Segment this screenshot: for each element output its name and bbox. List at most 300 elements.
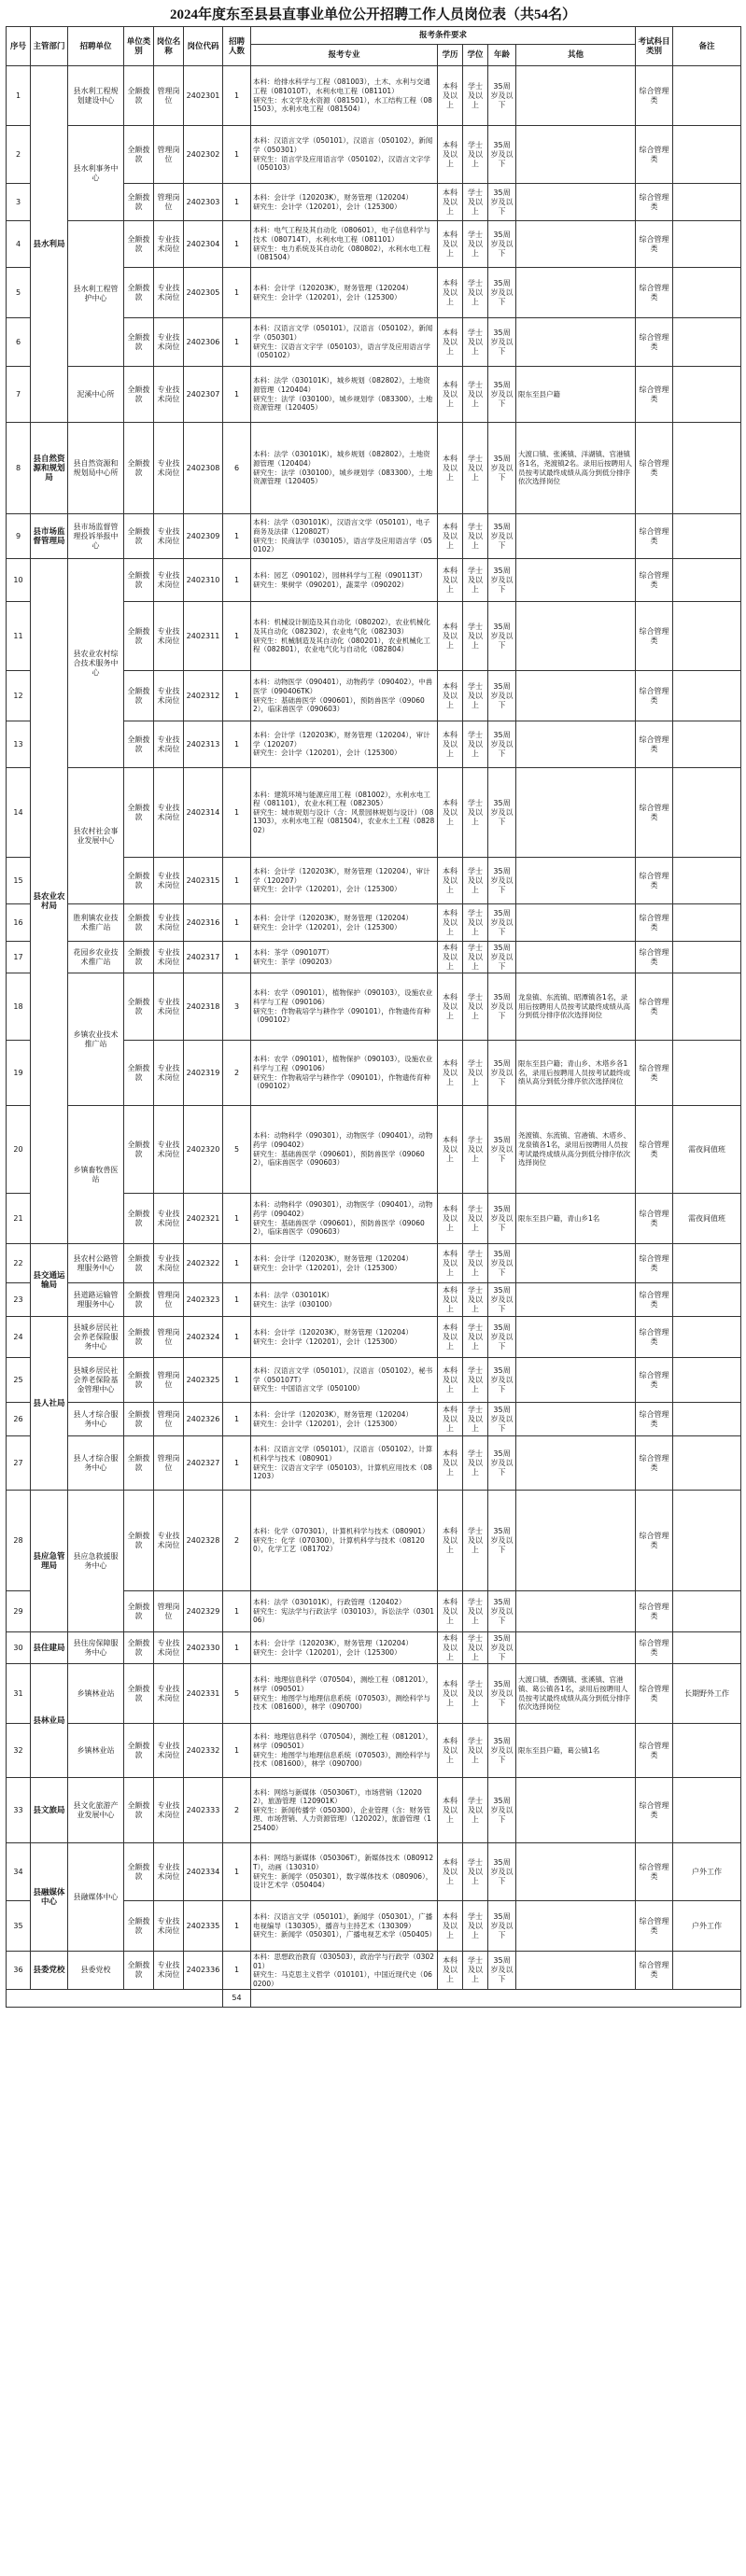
table-row (7, 367, 741, 423)
other-cell (516, 221, 636, 268)
unit-type-cell: 全额拨款 (124, 559, 154, 602)
major-cell: 本科：园艺（090102），园林科学与工程（090113T） 研究生：果树学（090201），蔬菜学（090202） (251, 559, 438, 602)
age-cell: 35周岁及以下 (488, 1403, 516, 1436)
degree-cell: 学士及以上 (463, 1724, 488, 1778)
dept-cell: 县水利局 (31, 66, 68, 423)
post-code-cell: 2402306 (184, 318, 223, 367)
header-exam: 考试科目类别 (636, 27, 673, 66)
unit-cell: 乡镇农业技术推广站 (68, 973, 124, 1106)
major-cell: 本科：化学（070301），计算机科学与技术（080901） 研究生：化学（070300），计算机科学与技术（081200），化学工艺（081702） (251, 1491, 438, 1591)
major-cell: 本科：会计学（120203K），财务管理（120204） 研究生：会计学（120201），会计（125300） (251, 1403, 438, 1436)
unit-cell: 乡镇畜牧兽医站 (68, 1106, 124, 1244)
post-name-cell: 专业技术岗位 (154, 1664, 184, 1724)
other-cell: 限东至县户籍，葛公镇1名 (516, 1724, 636, 1778)
header-count: 招聘人数 (223, 27, 251, 66)
degree-cell: 学士及以上 (463, 318, 488, 367)
seq-cell: 2 (7, 126, 31, 184)
count-cell: 1 (223, 66, 251, 126)
post-name-cell: 专业技术岗位 (154, 221, 184, 268)
exam-cell: 综合管理类 (636, 1194, 673, 1244)
seq-cell: 15 (7, 858, 31, 904)
major-cell: 本科：给排水科学与工程（081003），土木、水利与交通工程（081010T），水利水电工程（081101） 研究生：水文学及水资源（081501），水工结构工程（081503），水利水电工程（081504） (251, 66, 438, 126)
age-cell: 35周岁及以下 (488, 66, 516, 126)
other-cell: 龙泉镇、东流镇、昭潭镇各1名，录用后按聘用人员按考试最终成绩从高分到低分排序依次选择岗位 (516, 973, 636, 1041)
post-name-cell: 专业技术岗位 (154, 904, 184, 942)
post-name-cell: 专业技术岗位 (154, 858, 184, 904)
exam-cell: 综合管理类 (636, 1632, 673, 1664)
seq-cell: 18 (7, 973, 31, 1041)
unit-cell: 县农业农村综合技术服务中心 (68, 559, 124, 768)
seq-cell: 36 (7, 1952, 31, 1990)
other-cell (516, 1591, 636, 1632)
major-cell: 本科：茶学（090107T） 研究生：茶学（090203） (251, 942, 438, 973)
age-cell: 35周岁及以下 (488, 184, 516, 221)
unit-type-cell: 全额拨款 (124, 1403, 154, 1436)
other-cell: 限东至县户籍 (516, 367, 636, 423)
post-code-cell: 2402319 (184, 1041, 223, 1106)
exam-cell: 综合管理类 (636, 221, 673, 268)
other-cell (516, 66, 636, 126)
post-code-cell: 2402305 (184, 268, 223, 318)
age-cell: 35周岁及以下 (488, 973, 516, 1041)
post-code-cell: 2402304 (184, 221, 223, 268)
other-cell (516, 1283, 636, 1317)
count-cell: 1 (223, 942, 251, 973)
remark-cell (673, 559, 741, 602)
post-name-cell: 专业技术岗位 (154, 1724, 184, 1778)
exam-cell: 综合管理类 (636, 367, 673, 423)
post-code-cell: 2402328 (184, 1491, 223, 1591)
remark-cell: 长期野外工作 (673, 1664, 741, 1724)
post-code-cell: 2402335 (184, 1901, 223, 1952)
unit-cell: 县城乡居民社会养老保险基金管理中心 (68, 1358, 124, 1403)
count-cell: 1 (223, 221, 251, 268)
age-cell: 35周岁及以下 (488, 1901, 516, 1952)
unit-type-cell: 全额拨款 (124, 514, 154, 559)
seq-cell: 19 (7, 1041, 31, 1106)
post-code-cell: 2402303 (184, 184, 223, 221)
count-cell: 2 (223, 1041, 251, 1106)
exam-cell: 综合管理类 (636, 1244, 673, 1283)
count-cell: 1 (223, 184, 251, 221)
post-name-cell: 专业技术岗位 (154, 942, 184, 973)
post-code-cell: 2402327 (184, 1436, 223, 1491)
exam-cell: 综合管理类 (636, 1843, 673, 1901)
post-name-cell: 专业技术岗位 (154, 1843, 184, 1901)
unit-type-cell: 全额拨款 (124, 1632, 154, 1664)
table-row (7, 1491, 741, 1591)
count-cell: 1 (223, 671, 251, 721)
remark-cell (673, 1591, 741, 1632)
remark-cell (673, 973, 741, 1041)
post-code-cell: 2402333 (184, 1778, 223, 1843)
edu-cell: 本科及以上 (438, 1724, 463, 1778)
page-title: 2024年度东至县县直事业单位公开招聘工作人员岗位表（共54名） (169, 7, 576, 22)
post-name-cell: 专业技术岗位 (154, 559, 184, 602)
edu-cell: 本科及以上 (438, 559, 463, 602)
unit-type-cell: 全额拨款 (124, 367, 154, 423)
major-cell: 本科：汉语言文学（050101），汉语言（050102），计算机科学与技术（080901） 研究生：汉语言文字学（050103），计算机应用技术（081203） (251, 1436, 438, 1491)
remark-cell (673, 858, 741, 904)
table-body (7, 66, 741, 2008)
age-cell: 35周岁及以下 (488, 1724, 516, 1778)
post-name-cell: 专业技术岗位 (154, 768, 184, 858)
age-cell: 35周岁及以下 (488, 423, 516, 514)
age-cell: 35周岁及以下 (488, 1283, 516, 1317)
edu-cell: 本科及以上 (438, 1778, 463, 1843)
exam-cell: 综合管理类 (636, 1403, 673, 1436)
seq-cell: 14 (7, 768, 31, 858)
edu-cell: 本科及以上 (438, 1194, 463, 1244)
edu-cell: 本科及以上 (438, 1952, 463, 1990)
post-name-cell: 专业技术岗位 (154, 671, 184, 721)
edu-cell: 本科及以上 (438, 1041, 463, 1106)
post-code-cell: 2402317 (184, 942, 223, 973)
table-row (7, 514, 741, 559)
edu-cell: 本科及以上 (438, 1106, 463, 1194)
unit-type-cell: 全额拨款 (124, 423, 154, 514)
age-cell: 35周岁及以下 (488, 1244, 516, 1283)
count-cell: 1 (223, 268, 251, 318)
post-code-cell: 2402320 (184, 1106, 223, 1194)
post-code-cell: 2402308 (184, 423, 223, 514)
major-cell: 本科：法学（030101K），城乡规划（082802），土地资源管理（120404） 研究生：法学（030100），城乡规划学（083300），土地资源管理（120405） (251, 423, 438, 514)
exam-cell: 综合管理类 (636, 1283, 673, 1317)
unit-cell: 县市场监督管理投诉举报中心 (68, 514, 124, 559)
unit-type-cell: 全额拨款 (124, 1041, 154, 1106)
other-cell: 限东至县户籍，青山乡1名 (516, 1194, 636, 1244)
other-cell (516, 184, 636, 221)
unit-type-cell: 全额拨款 (124, 1244, 154, 1283)
unit-type-cell: 全额拨款 (124, 1843, 154, 1901)
header-major: 报考专业 (251, 45, 438, 66)
seq-cell: 4 (7, 221, 31, 268)
header-post-code: 岗位代码 (184, 27, 223, 66)
exam-cell: 综合管理类 (636, 514, 673, 559)
degree-cell: 学士及以上 (463, 721, 488, 768)
exam-cell: 综合管理类 (636, 126, 673, 184)
unit-cell: 县文化旅游产业发展中心 (68, 1778, 124, 1843)
age-cell: 35周岁及以下 (488, 671, 516, 721)
unit-cell: 县融媒体中心 (68, 1843, 124, 1952)
header-unit: 招聘单位 (68, 27, 124, 66)
unit-cell: 县水利工程规划建设中心 (68, 66, 124, 126)
exam-cell: 综合管理类 (636, 1901, 673, 1952)
age-cell: 35周岁及以下 (488, 904, 516, 942)
post-code-cell: 2402334 (184, 1843, 223, 1901)
total-blank (251, 1990, 741, 2008)
major-cell: 本科：法学（030101K），行政管理（120402） 研究生：宪法学与行政法学（030103），诉讼法学（030106） (251, 1591, 438, 1632)
edu-cell: 本科及以上 (438, 1632, 463, 1664)
remark-cell: 需夜间值班 (673, 1106, 741, 1194)
edu-cell: 本科及以上 (438, 973, 463, 1041)
remark-cell (673, 1632, 741, 1664)
exam-cell: 综合管理类 (636, 1358, 673, 1403)
other-cell (516, 1244, 636, 1283)
unit-type-cell: 全额拨款 (124, 318, 154, 367)
other-cell (516, 768, 636, 858)
seq-cell: 23 (7, 1283, 31, 1317)
count-cell: 1 (223, 1632, 251, 1664)
remark-cell (673, 1403, 741, 1436)
remark-cell (673, 268, 741, 318)
dept-cell: 县农业农村局 (31, 559, 68, 1244)
remark-cell (673, 602, 741, 671)
other-cell (516, 318, 636, 367)
count-cell: 1 (223, 514, 251, 559)
degree-cell: 学士及以上 (463, 973, 488, 1041)
post-code-cell: 2402331 (184, 1664, 223, 1724)
post-name-cell: 管理岗位 (154, 1283, 184, 1317)
remark-cell: 需夜间值班 (673, 1194, 741, 1244)
count-cell: 1 (223, 1901, 251, 1952)
other-cell (516, 1436, 636, 1491)
seq-cell: 25 (7, 1358, 31, 1403)
dept-cell: 县融媒体中心 (31, 1843, 68, 1952)
seq-cell: 5 (7, 268, 31, 318)
header-unit-type: 单位类别 (124, 27, 154, 66)
degree-cell: 学士及以上 (463, 184, 488, 221)
edu-cell: 本科及以上 (438, 1403, 463, 1436)
other-cell (516, 1952, 636, 1990)
post-name-cell: 专业技术岗位 (154, 367, 184, 423)
age-cell: 35周岁及以下 (488, 318, 516, 367)
count-cell: 1 (223, 904, 251, 942)
major-cell: 本科：法学（030101K） 研究生：法学（030100） (251, 1283, 438, 1317)
seq-cell: 24 (7, 1317, 31, 1358)
age-cell: 35周岁及以下 (488, 1843, 516, 1901)
seq-cell: 26 (7, 1403, 31, 1436)
post-code-cell: 2402315 (184, 858, 223, 904)
edu-cell: 本科及以上 (438, 318, 463, 367)
header-seq: 序号 (7, 27, 31, 66)
table-row (7, 1317, 741, 1358)
edu-cell: 本科及以上 (438, 268, 463, 318)
unit-type-cell: 全额拨款 (124, 768, 154, 858)
degree-cell: 学士及以上 (463, 671, 488, 721)
post-code-cell: 2402324 (184, 1317, 223, 1358)
post-code-cell: 2402316 (184, 904, 223, 942)
post-name-cell: 专业技术岗位 (154, 602, 184, 671)
other-cell (516, 602, 636, 671)
degree-cell: 学士及以上 (463, 1041, 488, 1106)
edu-cell: 本科及以上 (438, 367, 463, 423)
major-cell: 本科：网络与新媒体（050306T），新媒体技术（080912T），动画（130310） 研究生：新闻学（050301），数字媒体技术（080906），设计艺术学（050404） (251, 1843, 438, 1901)
remark-cell (673, 367, 741, 423)
unit-type-cell: 全额拨款 (124, 721, 154, 768)
count-cell: 1 (223, 721, 251, 768)
exam-cell: 综合管理类 (636, 904, 673, 942)
edu-cell: 本科及以上 (438, 184, 463, 221)
remark-cell (673, 514, 741, 559)
major-cell: 本科：汉语言文学（050101），新闻学（050301），广播电视编导（130305），播音与主持艺术（130309） 研究生：新闻学（050301），广播电视艺术学（050405） (251, 1901, 438, 1952)
other-cell (516, 1358, 636, 1403)
dept-cell: 县林业局 (31, 1664, 68, 1778)
degree-cell: 学士及以上 (463, 602, 488, 671)
count-cell: 1 (223, 367, 251, 423)
exam-cell: 综合管理类 (636, 66, 673, 126)
unit-cell: 县住房保障服务中心 (68, 1632, 124, 1664)
unit-cell: 县城乡居民社会养老保险服务中心 (68, 1317, 124, 1358)
age-cell: 35周岁及以下 (488, 768, 516, 858)
unit-type-cell: 全额拨款 (124, 858, 154, 904)
other-cell: 限东至县户籍；青山乡、木塔乡各1名，录用后按聘用人员按考试最终成绩从高分到低分排序依次选择岗位 (516, 1041, 636, 1106)
exam-cell: 综合管理类 (636, 721, 673, 768)
exam-cell: 综合管理类 (636, 602, 673, 671)
major-cell: 本科：机械设计制造及其自动化（080202），农业机械化及其自动化（082302），农业电气化（082303） 研究生：机械制造及其自动化（080201），农业机械化工程（082801），农业电气化与自动化（082804） (251, 602, 438, 671)
post-code-cell: 2402307 (184, 367, 223, 423)
post-name-cell: 专业技术岗位 (154, 268, 184, 318)
seq-cell: 6 (7, 318, 31, 367)
total-blank (7, 1990, 223, 2008)
other-cell (516, 721, 636, 768)
remark-cell (673, 1317, 741, 1358)
post-code-cell: 2402312 (184, 671, 223, 721)
age-cell: 35周岁及以下 (488, 367, 516, 423)
edu-cell: 本科及以上 (438, 1664, 463, 1724)
header-other: 其他 (516, 45, 636, 66)
age-cell: 35周岁及以下 (488, 1491, 516, 1591)
unit-type-cell: 全额拨款 (124, 1194, 154, 1244)
count-cell: 1 (223, 318, 251, 367)
count-cell: 1 (223, 559, 251, 602)
count-cell: 1 (223, 858, 251, 904)
post-name-cell: 管理岗位 (154, 126, 184, 184)
unit-cell: 县人才综合服务中心 (68, 1403, 124, 1436)
age-cell: 35周岁及以下 (488, 1436, 516, 1491)
unit-type-cell: 全额拨款 (124, 1283, 154, 1317)
table-row (7, 126, 741, 184)
dept-cell: 县市场监督管理局 (31, 514, 68, 559)
table-row (7, 1283, 741, 1317)
exam-cell: 综合管理类 (636, 1491, 673, 1591)
exam-cell: 综合管理类 (636, 1664, 673, 1724)
age-cell: 35周岁及以下 (488, 1591, 516, 1632)
count-cell: 1 (223, 768, 251, 858)
degree-cell: 学士及以上 (463, 1317, 488, 1358)
table-row (7, 1106, 741, 1194)
remark-cell (673, 126, 741, 184)
post-code-cell: 2402336 (184, 1952, 223, 1990)
edu-cell: 本科及以上 (438, 602, 463, 671)
exam-cell: 综合管理类 (636, 1724, 673, 1778)
post-name-cell: 专业技术岗位 (154, 423, 184, 514)
post-name-cell: 专业技术岗位 (154, 721, 184, 768)
post-name-cell: 管理岗位 (154, 1436, 184, 1491)
table-row (7, 66, 741, 126)
major-cell: 本科：建筑环境与能源应用工程（081002），水利水电工程（081101），农业水利工程（082305） 研究生：城市规划与设计（含：风景园林规划与设计）（081303），水利水电工程（081504），农业水土工程（082802） (251, 768, 438, 858)
exam-cell: 综合管理类 (636, 942, 673, 973)
total-count: 54 (223, 1990, 251, 2008)
post-name-cell: 管理岗位 (154, 1317, 184, 1358)
header-post-name: 岗位名称 (154, 27, 184, 66)
count-cell: 1 (223, 1317, 251, 1358)
edu-cell: 本科及以上 (438, 221, 463, 268)
unit-type-cell: 全额拨款 (124, 1901, 154, 1952)
major-cell: 本科：网络与新媒体（050306T），市场营销（120202），旅游管理（120901K） 研究生：新闻传播学（050300），企业管理（含：财务管理、市场营销、人力资源管理）（120202），旅游管理（125400） (251, 1778, 438, 1843)
major-cell: 本科：法学（030101K），城乡规划（082802），土地资源管理（120404） 研究生：法学（030100），城乡规划学（083300），土地资源管理（120405） (251, 367, 438, 423)
dept-cell: 县委党校 (31, 1952, 68, 1990)
age-cell: 35周岁及以下 (488, 1952, 516, 1990)
remark-cell (673, 1491, 741, 1591)
remark-cell (673, 904, 741, 942)
major-cell: 本科：汉语言文学（050101），汉语言（050102），秘书学（050107T） 研究生：中国语言文学（050100） (251, 1358, 438, 1403)
unit-cell: 县水利事务中心 (68, 126, 124, 221)
count-cell: 1 (223, 1843, 251, 1901)
exam-cell: 综合管理类 (636, 1317, 673, 1358)
degree-cell: 学士及以上 (463, 1283, 488, 1317)
degree-cell: 学士及以上 (463, 126, 488, 184)
remark-cell (673, 721, 741, 768)
major-cell: 本科：会计学（120203K），财务管理（120204） 研究生：会计学（120201），会计（125300） (251, 1244, 438, 1283)
count-cell: 1 (223, 1283, 251, 1317)
post-name-cell: 专业技术岗位 (154, 1041, 184, 1106)
degree-cell: 学士及以上 (463, 1901, 488, 1952)
unit-type-cell: 全额拨款 (124, 221, 154, 268)
post-name-cell: 专业技术岗位 (154, 1244, 184, 1283)
post-name-cell: 专业技术岗位 (154, 514, 184, 559)
unit-type-cell: 全额拨款 (124, 942, 154, 973)
other-cell (516, 1843, 636, 1901)
dept-cell: 县应急管理局 (31, 1491, 68, 1632)
table-row (7, 1664, 741, 1724)
table-row (7, 1778, 741, 1843)
table-row (7, 1724, 741, 1778)
degree-cell: 学士及以上 (463, 1952, 488, 1990)
seq-cell: 29 (7, 1591, 31, 1632)
post-code-cell: 2402322 (184, 1244, 223, 1283)
edu-cell: 本科及以上 (438, 721, 463, 768)
table-row (7, 221, 741, 268)
post-name-cell: 专业技术岗位 (154, 1491, 184, 1591)
count-cell: 5 (223, 1106, 251, 1194)
exam-cell: 综合管理类 (636, 973, 673, 1041)
remark-cell (673, 1952, 741, 1990)
seq-cell: 1 (7, 66, 31, 126)
age-cell: 35周岁及以下 (488, 1041, 516, 1106)
degree-cell: 学士及以上 (463, 221, 488, 268)
post-name-cell: 专业技术岗位 (154, 1901, 184, 1952)
edu-cell: 本科及以上 (438, 1901, 463, 1952)
degree-cell: 学士及以上 (463, 66, 488, 126)
age-cell: 35周岁及以下 (488, 1194, 516, 1244)
major-cell: 本科：农学（090101），植物保护（090103），设施农业科学与工程（090106） 研究生：作物栽培学与耕作学（090101），作物遗传育种（090102） (251, 973, 438, 1041)
other-cell: 尧渡镇、东流镇、官港镇、木塔乡、龙泉镇各1名，录用后按聘用人员按考试最终成绩从高分到低分排序依次选择岗位 (516, 1106, 636, 1194)
unit-cell: 泥溪中心所 (68, 367, 124, 423)
age-cell: 35周岁及以下 (488, 221, 516, 268)
major-cell: 本科：会计学（120203K），财务管理（120204） 研究生：会计学（120201），会计（125300） (251, 268, 438, 318)
edu-cell: 本科及以上 (438, 1283, 463, 1317)
unit-type-cell: 全额拨款 (124, 66, 154, 126)
degree-cell: 学士及以上 (463, 1491, 488, 1591)
major-cell: 本科：地理信息科学（070504），测绘工程（081201），林学（090501） 研究生：地图学与地理信息系统（070503），测绘科学与技术（081600），林学（090700） (251, 1724, 438, 1778)
unit-type-cell: 全额拨款 (124, 904, 154, 942)
post-code-cell: 2402302 (184, 126, 223, 184)
header-degree: 学位 (463, 45, 488, 66)
degree-cell: 学士及以上 (463, 904, 488, 942)
age-cell: 35周岁及以下 (488, 1632, 516, 1664)
remark-cell: 户外工作 (673, 1843, 741, 1901)
count-cell: 2 (223, 1491, 251, 1591)
remark-cell (673, 942, 741, 973)
post-code-cell: 2402318 (184, 973, 223, 1041)
major-cell: 本科：会计学（120203K），财务管理（120204），审计学（120207） 研究生：会计学（120201），会计（125300） (251, 858, 438, 904)
other-cell (516, 1491, 636, 1591)
count-cell: 2 (223, 1778, 251, 1843)
age-cell: 35周岁及以下 (488, 1778, 516, 1843)
seq-cell: 3 (7, 184, 31, 221)
post-name-cell: 管理岗位 (154, 1358, 184, 1403)
